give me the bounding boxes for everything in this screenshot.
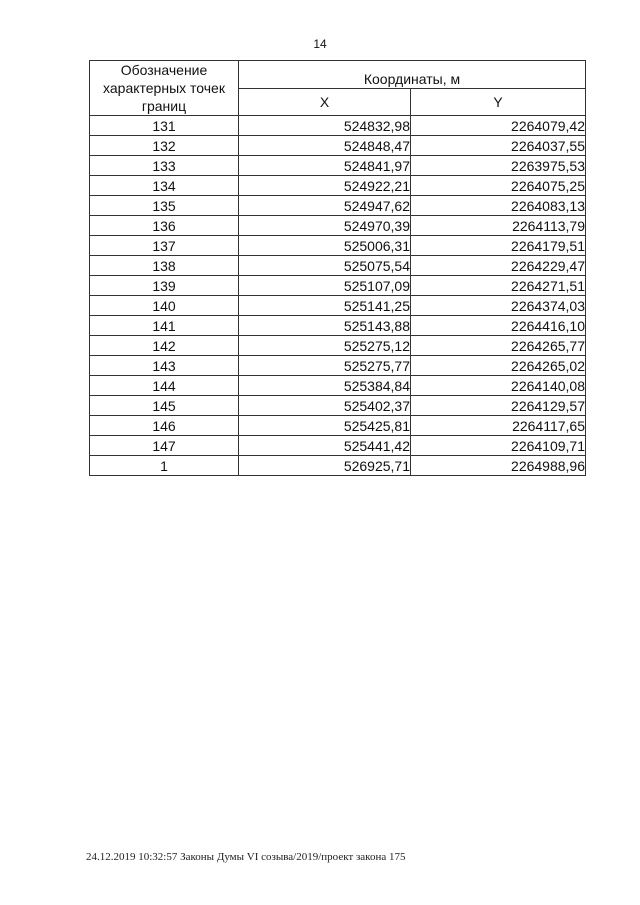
- point-number-cell: 144: [90, 376, 239, 396]
- footer-stamp: 24.12.2019 10:32:57 Законы Думы VI созыва/2019/проект закона 175: [86, 851, 406, 863]
- y-coordinate-cell: 2264179,51: [411, 236, 586, 256]
- header-y: Y: [411, 88, 586, 116]
- y-coordinate-cell: 2264374,03: [411, 296, 586, 316]
- table-row: [90, 456, 586, 476]
- x-coordinate-cell: 525275,77: [239, 356, 411, 376]
- table-row: [90, 336, 586, 356]
- header-designation: Обозначение характерных точек границ: [90, 61, 239, 116]
- table-row: [90, 216, 586, 236]
- table-row: [90, 416, 586, 436]
- y-coordinate-cell: 2264140,08: [411, 376, 586, 396]
- point-number-cell: 138: [90, 256, 239, 276]
- y-coordinate-cell: 2264988,96: [411, 456, 586, 476]
- x-coordinate-cell: 524947,62: [239, 196, 411, 216]
- table-body: [90, 116, 586, 476]
- table-row: [90, 196, 586, 216]
- table-row: [90, 296, 586, 316]
- table-row: [90, 136, 586, 156]
- table-row: [90, 376, 586, 396]
- table-header: [90, 61, 586, 116]
- point-number-cell: 141: [90, 316, 239, 336]
- table-row: [90, 256, 586, 276]
- y-coordinate-cell: 2264079,42: [411, 116, 586, 136]
- table-row: [90, 276, 586, 296]
- table-row: [90, 316, 586, 336]
- x-coordinate-cell: 525384,84: [239, 376, 411, 396]
- point-number-cell: 134: [90, 176, 239, 196]
- y-coordinate-cell: 2264109,71: [411, 436, 586, 456]
- point-number-cell: 133: [90, 156, 239, 176]
- x-coordinate-cell: 524922,21: [239, 176, 411, 196]
- x-coordinate-cell: 525075,54: [239, 256, 411, 276]
- point-number-cell: 140: [90, 296, 239, 316]
- y-coordinate-cell: 2264265,02: [411, 356, 586, 376]
- table-row: [90, 236, 586, 256]
- table-row: [90, 176, 586, 196]
- x-coordinate-cell: 525402,37: [239, 396, 411, 416]
- x-coordinate-cell: 525441,42: [239, 436, 411, 456]
- x-coordinate-cell: 525275,12: [239, 336, 411, 356]
- y-coordinate-cell: 2264083,13: [411, 196, 586, 216]
- x-coordinate-cell: 524970,39: [239, 216, 411, 236]
- x-coordinate-cell: 524832,98: [239, 116, 411, 136]
- table-row: [90, 116, 586, 136]
- table-row: [90, 396, 586, 416]
- table-row: [90, 156, 586, 176]
- y-coordinate-cell: 2264113,79: [411, 216, 586, 236]
- table-row: [90, 436, 586, 456]
- x-coordinate-cell: 525425,81: [239, 416, 411, 436]
- y-coordinate-cell: 2263975,53: [411, 156, 586, 176]
- y-coordinate-cell: 2264229,47: [411, 256, 586, 276]
- page-number: 14: [313, 37, 327, 51]
- point-number-cell: 136: [90, 216, 239, 236]
- x-coordinate-cell: 526925,71: [239, 456, 411, 476]
- point-number-cell: 135: [90, 196, 239, 216]
- x-coordinate-cell: 524848,47: [239, 136, 411, 156]
- x-coordinate-cell: 525141,25: [239, 296, 411, 316]
- point-number-cell: 146: [90, 416, 239, 436]
- y-coordinate-cell: 2264117,65: [411, 416, 586, 436]
- header-x: X: [239, 88, 411, 116]
- point-number-cell: 147: [90, 436, 239, 456]
- point-number-cell: 1: [90, 456, 239, 476]
- coordinates-table: [89, 60, 586, 476]
- x-coordinate-cell: 525006,31: [239, 236, 411, 256]
- point-number-cell: 142: [90, 336, 239, 356]
- point-number-cell: 131: [90, 116, 239, 136]
- point-number-cell: 143: [90, 356, 239, 376]
- y-coordinate-cell: 2264416,10: [411, 316, 586, 336]
- y-coordinate-cell: 2264075,25: [411, 176, 586, 196]
- x-coordinate-cell: 525107,09: [239, 276, 411, 296]
- x-coordinate-cell: 525143,88: [239, 316, 411, 336]
- point-number-cell: 139: [90, 276, 239, 296]
- y-coordinate-cell: 2264037,55: [411, 136, 586, 156]
- y-coordinate-cell: 2264265,77: [411, 336, 586, 356]
- y-coordinate-cell: 2264129,57: [411, 396, 586, 416]
- point-number-cell: 137: [90, 236, 239, 256]
- y-coordinate-cell: 2264271,51: [411, 276, 586, 296]
- header-coordinates: Координаты, м: [239, 61, 586, 89]
- table-row: [90, 356, 586, 376]
- point-number-cell: 132: [90, 136, 239, 156]
- point-number-cell: 145: [90, 396, 239, 416]
- x-coordinate-cell: 524841,97: [239, 156, 411, 176]
